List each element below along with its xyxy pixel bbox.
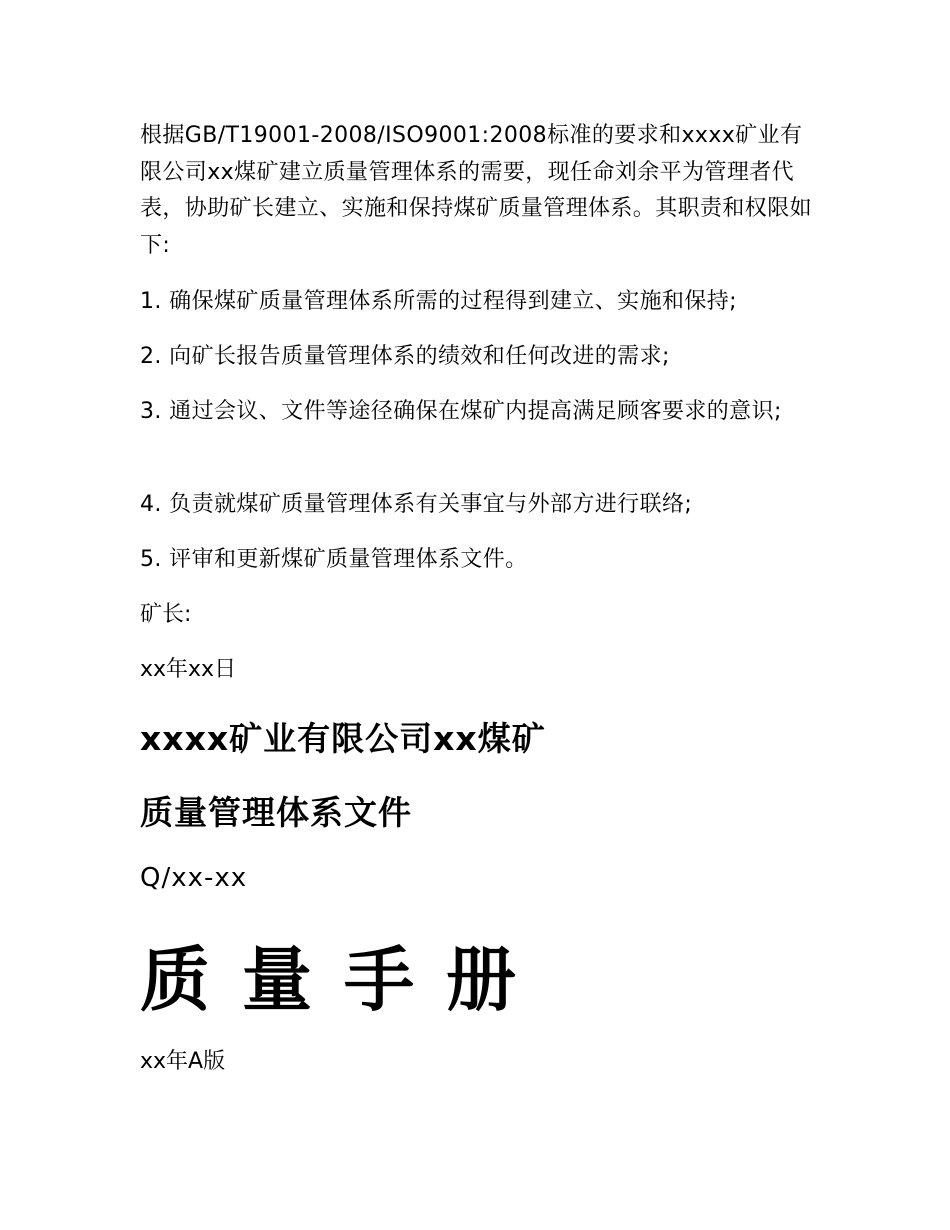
signer-label: 矿长: xyxy=(140,602,192,627)
manual-title: 质量手册 xyxy=(140,939,548,1021)
duty-item-5: 5. 评审和更新煤矿质量管理体系文件。 xyxy=(140,547,528,572)
edition-label: xx年A版 xyxy=(140,1049,226,1074)
duty-item-1: 1. 确保煤矿质量管理体系所需的过程得到建立、实施和保持; xyxy=(140,289,737,314)
duty-item-3: 3. 通过会议、文件等途径确保在煤矿内提高满足顾客要求的意识; xyxy=(140,399,782,424)
signature-date: xx年xx日 xyxy=(140,657,237,682)
document-title: 质量管理体系文件 xyxy=(140,793,412,832)
appointment-paragraph: 根据GB/T19001-2008/ISO9001:2008标准的要求和xxxx矿业有限公司xx煤矿建立质量管理体系的需要，现任命刘余平为管理者代表，协助矿长建立、实施和保持煤矿质量管理体系。其职责和权限如下: xyxy=(140,123,813,258)
document-code: Q/xx-xx xyxy=(140,863,248,893)
document-page xyxy=(140,0,820,1230)
company-name: xxxx矿业有限公司xx煤矿 xyxy=(140,719,546,758)
duty-item-2: 2. 向矿长报告质量管理体系的绩效和任何改进的需求; xyxy=(140,344,670,369)
duty-item-4: 4. 负责就煤矿质量管理体系有关事宜与外部方进行联络; xyxy=(140,492,693,517)
